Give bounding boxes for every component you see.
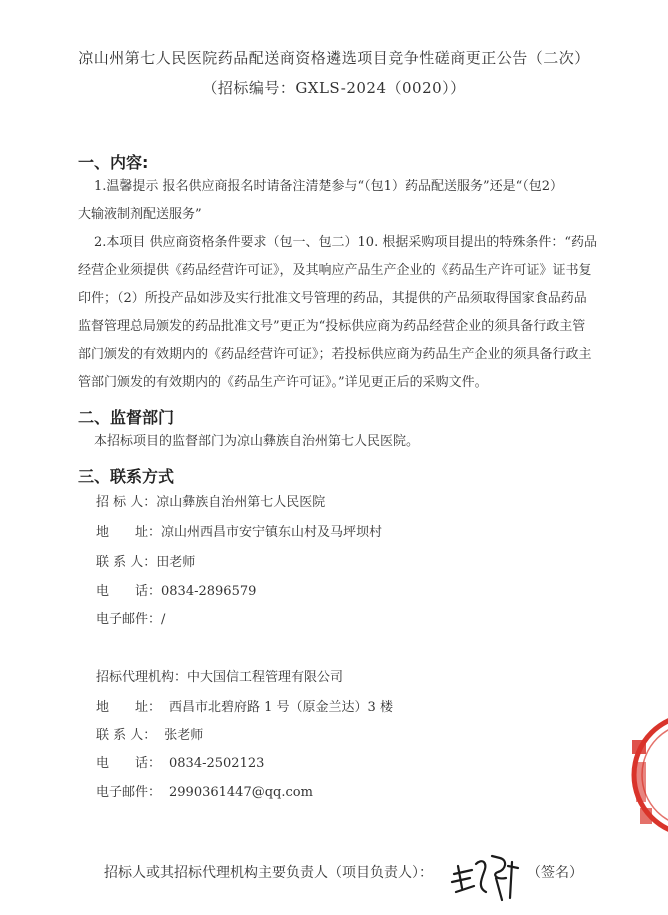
agency-phone-label: 电 话： xyxy=(96,756,162,771)
signature-label: 招标人或其招标代理机构主要负责人（项目负责人）： xyxy=(104,865,433,881)
handwritten-signature-icon xyxy=(448,848,528,904)
agency-name-row xyxy=(96,666,343,685)
agency-phone-row xyxy=(96,752,264,771)
buyer-contact-label: 联 系 人： xyxy=(96,555,157,570)
buyer-address-row xyxy=(96,521,382,540)
section1-item2 xyxy=(78,229,598,397)
section1-item1 xyxy=(78,173,598,229)
buyer-email: / xyxy=(161,612,166,627)
buyer-email-row xyxy=(96,608,165,627)
buyer-phone: 0834-2896579 xyxy=(161,584,257,599)
buyer-phone-row xyxy=(96,580,256,599)
agency-contact-label: 联 系 人： xyxy=(96,728,157,743)
buyer-address: 凉山州西昌市安宁镇东山村及马坪坝村 xyxy=(161,525,383,540)
agency-address-row xyxy=(96,696,393,715)
agency-address-label: 地 址： xyxy=(96,700,162,715)
item2-line5: 部门颁发的有效期内的《药品经营许可证》；若投标供应商为药品生产企业的须具备行政主 xyxy=(78,347,592,362)
agency-email-label: 电子邮件： xyxy=(96,785,162,800)
item1-line2: 大输液制剂配送服务” xyxy=(78,207,202,222)
page-title: 凉山州第七人民医院药品配送商资格遴选项目竞争性磋商更正公告（二次） xyxy=(78,49,590,67)
buyer-contact-row xyxy=(96,551,195,570)
agency-name: 中大国信工程管理有限公司 xyxy=(187,670,344,685)
seal-stamp-icon xyxy=(622,700,668,850)
buyer-name-row xyxy=(96,491,325,510)
bid-number: （招标编号：GXLS-2024（0020）） xyxy=(202,79,466,97)
section2-heading: 二、监督部门 xyxy=(78,408,175,427)
buyer-address-label: 地 址： xyxy=(96,525,162,540)
item1-line1: 1.温馨提示 报名供应商报名时请备注清楚参与“（包1）药品配送服务”还是“（包2） xyxy=(94,179,564,194)
agency-contact: 张老师 xyxy=(164,728,204,743)
item2-line3: 印件；（2）所投产品如涉及实行批准文号管理的药品，其提供的产品须取得国家食品药品 xyxy=(78,291,587,306)
buyer-contact: 田老师 xyxy=(156,555,196,570)
signature-suffix: （签名） xyxy=(527,865,583,881)
buyer-name-label: 招 标 人： xyxy=(96,495,157,510)
section3-heading: 三、联系方式 xyxy=(78,467,175,486)
seal-ring-icon xyxy=(622,700,668,850)
item2-line6: 管部门颁发的有效期内的《药品生产许可证》。”详见更正后的采购文件。 xyxy=(78,375,488,390)
buyer-phone-label: 电 话： xyxy=(96,584,162,599)
agency-phone: 0834-2502123 xyxy=(169,756,265,771)
item2-line2: 经营企业须提供《药品经营许可证》，及其响应产品生产企业的《药品生产许可证》证书复 xyxy=(78,263,592,278)
agency-email-row xyxy=(96,781,313,800)
item2-line4: 监督管理总局颁发的药品批准文号”更正为“投标供应商为药品经营企业的须具备行政主管 xyxy=(78,319,586,334)
agency-email: 2990361447@qq.com xyxy=(169,785,313,800)
item2-line1: 2.本项目 供应商资格条件要求（包一、包二）10. 根据采购项目提出的特殊条件：“药品 xyxy=(94,235,597,250)
agency-name-label: 招标代理机构： xyxy=(96,670,188,685)
buyer-email-label: 电子邮件： xyxy=(96,612,162,627)
agency-address: 西昌市北碧府路 1 号（原金兰达）3 楼 xyxy=(169,700,393,715)
buyer-name: 凉山彝族自治州第七人民医院 xyxy=(156,495,326,510)
section1-heading: 一、内容: xyxy=(78,153,149,172)
section2-text: 本招标项目的监督部门为凉山彝族自治州第七人民医院。 xyxy=(94,434,420,449)
agency-contact-row xyxy=(96,724,203,743)
